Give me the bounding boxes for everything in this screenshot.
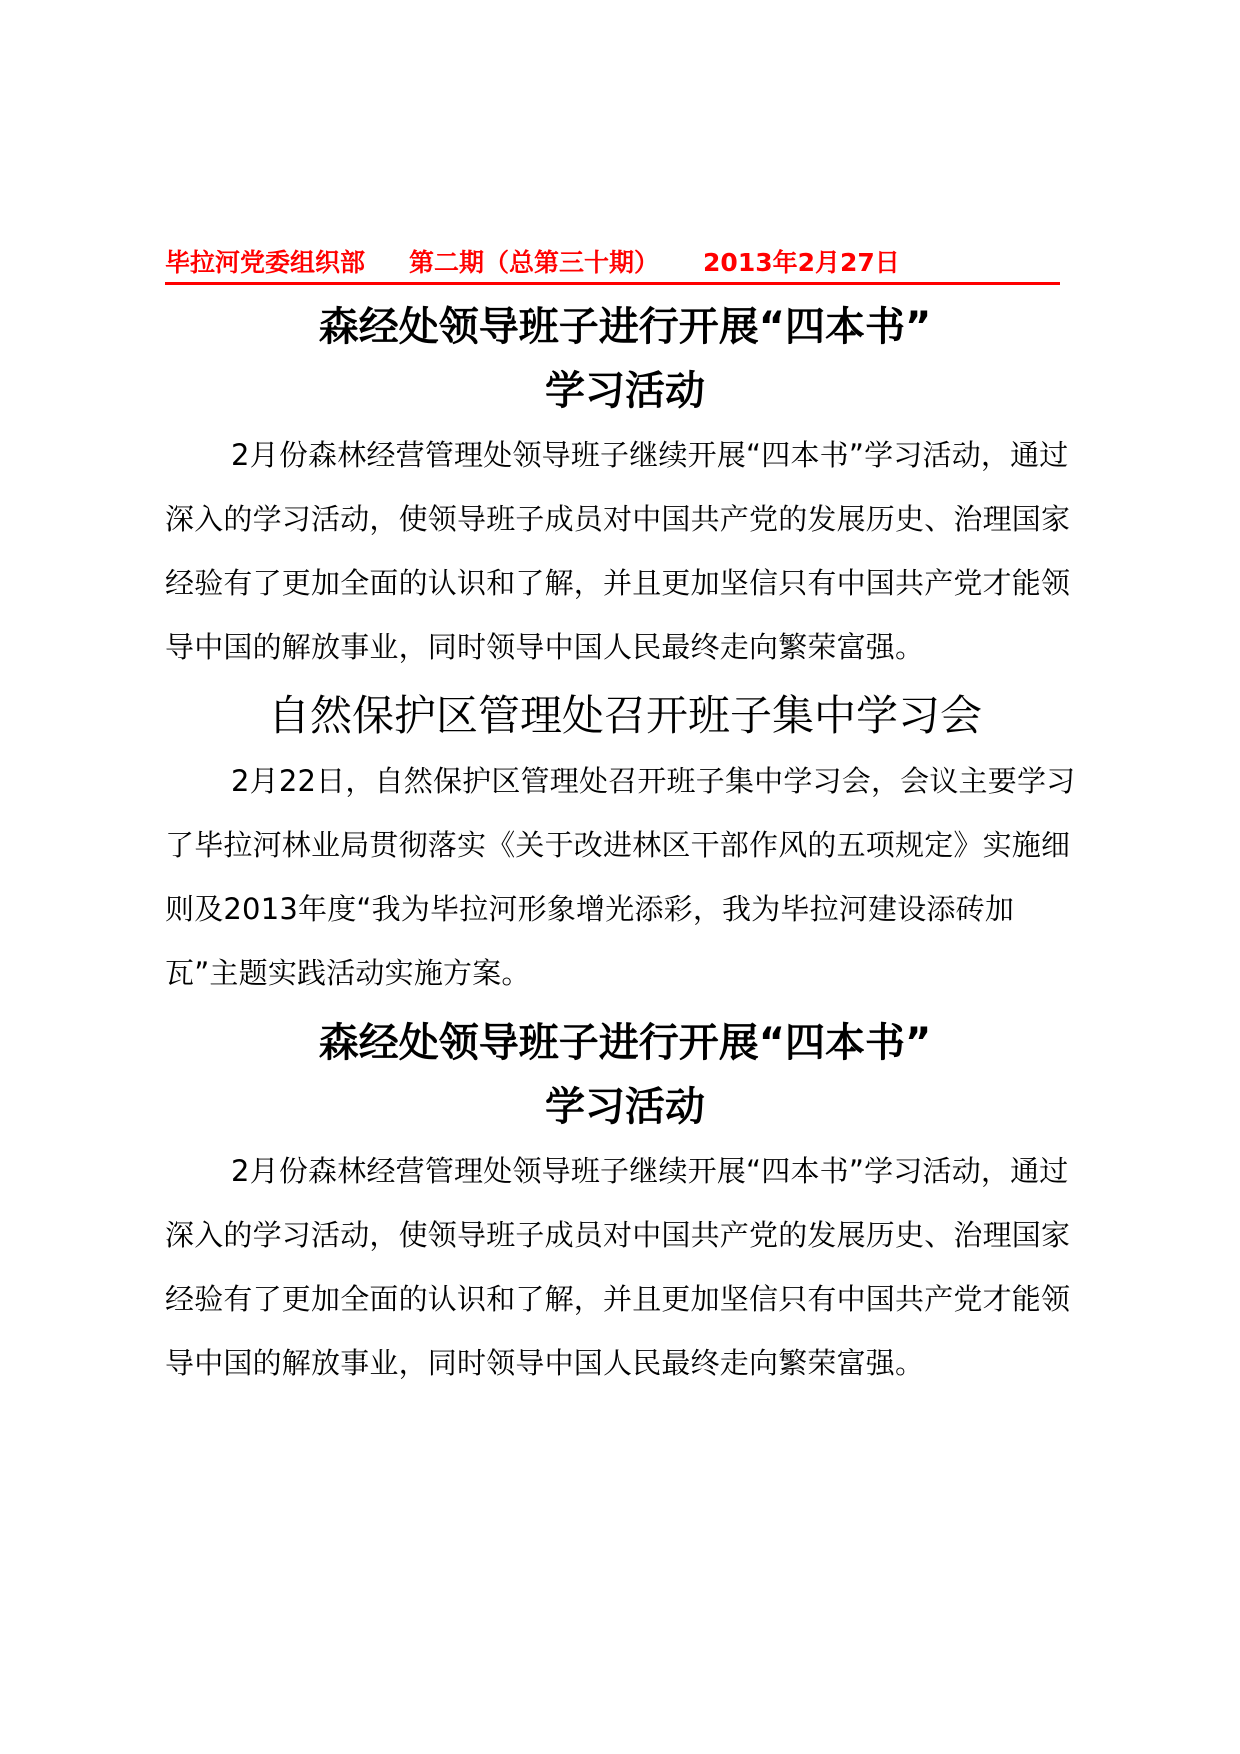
article-3-title-line2: 学习活动: [545, 1084, 705, 1130]
newsletter-masthead: [165, 248, 1060, 285]
article-1-title-line2: 学习活动: [545, 368, 705, 414]
article-1-body: 2月份森林经营管理处领导班子继续开展“四本书”学习活动，通过深入的学习活动，使领导班子成员对中国共产党的发展历史、治理国家经验有了更加全面的认识和了解，并且更加坚信只有中国共产党才能领导中国的解放事业，同时领导中国人民最终走向繁荣富强。: [165, 438, 1071, 664]
article-1-title-line1: 森经处领导班子进行开展“四本书”: [318, 304, 932, 350]
article-3-title-line1: 森经处领导班子进行开展“四本书”: [318, 1020, 932, 1066]
article-2-title: 自然保护区管理处召开班子集中学习会: [267, 691, 982, 740]
masthead-issue: 第二期（总第三十期）: [409, 248, 660, 277]
article-3: [165, 1011, 1085, 1395]
article-2-body: 2月22日，自然保护区管理处召开班子集中学习会，会议主要学习了毕拉河林业局贯彻落实《关于改进林区干部作风的五项规定》实施细则及2013年度“我为毕拉河形象增光添彩，我为毕拉河建设添砖加瓦”主题实践活动实施方案。: [165, 764, 1076, 990]
document-page: [165, 248, 1085, 1395]
article-2: [165, 685, 1085, 1005]
article-1: [165, 295, 1085, 679]
masthead-date: 2013年2月27日: [703, 248, 900, 277]
masthead-organization: 毕拉河党委组织部: [165, 248, 366, 277]
article-3-body: 2月份森林经营管理处领导班子继续开展“四本书”学习活动，通过深入的学习活动，使领导班子成员对中国共产党的发展历史、治理国家经验有了更加全面的认识和了解，并且更加坚信只有中国共产党才能领导中国的解放事业，同时领导中国人民最终走向繁荣富强。: [165, 1154, 1071, 1380]
